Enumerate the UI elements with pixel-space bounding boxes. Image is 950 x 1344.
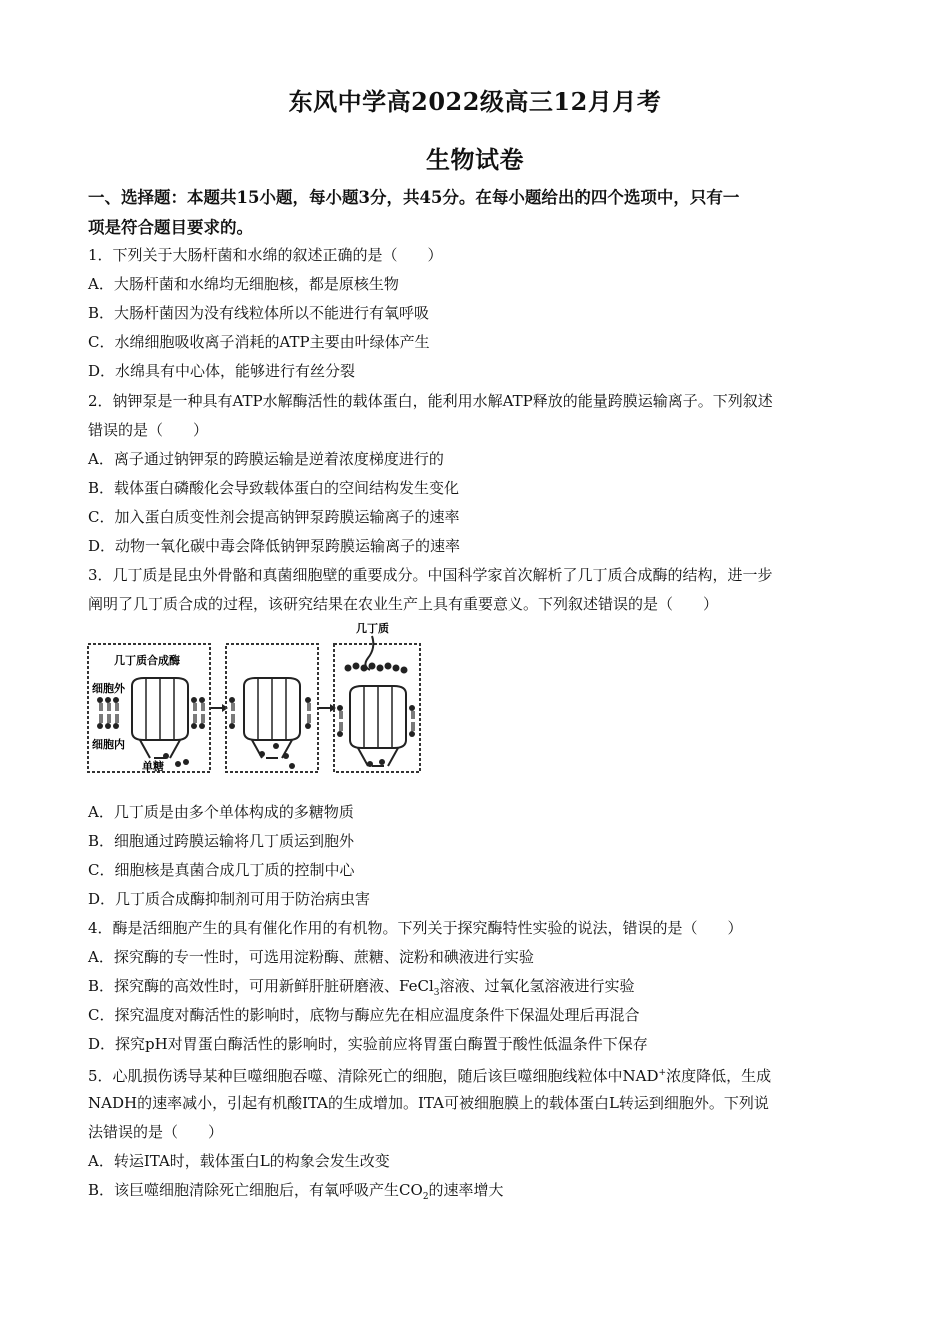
q5-stem-line3: 法错误的是（ ） bbox=[88, 1123, 224, 1141]
monomer-label: 单糖 bbox=[142, 760, 164, 773]
q4-option-b-pre: B．探究酶的高效性时，可用新鲜肝脏研磨液、FeCl bbox=[88, 977, 434, 995]
enzyme-label: 几丁质合成酶 bbox=[114, 654, 180, 667]
q2-option-d: D．动物一氧化碳中毒会降低钠钾泵跨膜运输离子的速率 bbox=[88, 537, 461, 555]
q3-stem-line1: 3．几丁质是昆虫外骨骼和真菌细胞壁的重要成分。中国科学家首次解析了几丁质合成酶的结构，进一步 bbox=[88, 566, 773, 584]
section-heading-line2: 项是符合题目要求的。 bbox=[88, 218, 253, 237]
q4-option-b-post: 溶液、过氧化氢溶液进行实验 bbox=[439, 977, 635, 995]
q5-stem-line1-pre: 5．心肌损伤诱导某种巨噬细胞吞噬、清除死亡的细胞，随后该巨噬细胞线粒体中NAD bbox=[88, 1067, 659, 1085]
q4-option-b-sub: 3 bbox=[433, 988, 440, 998]
q5-stem-line1 bbox=[88, 1063, 868, 1086]
chitin-label: 几丁质 bbox=[356, 622, 389, 635]
q5-option-b bbox=[88, 1180, 868, 1207]
q3-option-d: D．几丁质合成酶抑制剂可用于防治病虫害 bbox=[88, 890, 371, 908]
q5-option-a: A．转运ITA时，载体蛋白L的构象会发生改变 bbox=[88, 1152, 390, 1170]
section-heading bbox=[88, 183, 858, 243]
inside-label: 细胞内 bbox=[92, 738, 125, 751]
q5-stem-line2: NADH的速率减小，引起有机酸ITA的生成增加。ITA可被细胞膜上的载体蛋白L转运到细胞外。下列说 bbox=[88, 1094, 769, 1112]
q3-option-b: B．细胞通过跨膜运输将几丁质运到胞外 bbox=[88, 832, 355, 850]
q1-option-c: C．水绵细胞吸收离子消耗的ATP主要由叶绿体产生 bbox=[88, 333, 430, 351]
q1-option-b: B．大肠杆菌因为没有线粒体所以不能进行有氧呼吸 bbox=[88, 304, 430, 322]
q5-option-b-pre: B．该巨噬细胞清除死亡细胞后，有氧呼吸产生CO bbox=[88, 1181, 423, 1199]
exam-subtitle: 生物试卷 bbox=[426, 145, 524, 174]
q1-option-a: A．大肠杆菌和水绵均无细胞核，都是原核生物 bbox=[88, 275, 399, 293]
q5-stem-line1-sup: + bbox=[658, 1068, 667, 1078]
q4-stem: 4．酶是活细胞产生的具有催化作用的有机物。下列关于探究酶特性实验的说法，错误的是（ ） bbox=[88, 919, 743, 937]
q2-option-a: A．离子通过钠钾泵的跨膜运输是逆着浓度梯度进行的 bbox=[88, 450, 444, 468]
q4-option-d: D．探究pH对胃蛋白酶活性的影响时，实验前应将胃蛋白酶置于酸性低温条件下保存 bbox=[88, 1035, 648, 1053]
q1-option-d: D．水绵具有中心体，能够进行有丝分裂 bbox=[88, 362, 356, 380]
enzyme-shape-1 bbox=[132, 678, 188, 758]
enzyme-shape-3 bbox=[350, 686, 406, 766]
enzyme-shape-2 bbox=[244, 678, 300, 758]
q4-option-b bbox=[88, 976, 868, 1003]
q3-stem-line2: 阐明了几丁质合成的过程，该研究结果在农业生产上具有重要意义。下列叙述错误的是（ ） bbox=[88, 595, 719, 613]
q5-option-b-sub: 2 bbox=[422, 1192, 429, 1202]
q3-option-c: C．细胞核是真菌合成几丁质的控制中心 bbox=[88, 861, 355, 879]
chitin-synthase-figure bbox=[86, 618, 426, 778]
q2-stem-line1: 2．钠钾泵是一种具有ATP水解酶活性的载体蛋白，能利用水解ATP释放的能量跨膜运输离子。下列叙述 bbox=[88, 392, 773, 410]
q2-stem-line2: 错误的是（ ） bbox=[88, 421, 209, 439]
q2-option-c: C．加入蛋白质变性剂会提高钠钾泵跨膜运输离子的速率 bbox=[88, 508, 460, 526]
exam-title: 东风中学高2022级高三12月月考 bbox=[288, 87, 662, 116]
q5-stem-line1-post: 浓度降低，生成 bbox=[666, 1067, 772, 1085]
q4-option-c: C．探究温度对酶活性的影响时，底物与酶应先在相应温度条件下保温处理后再混合 bbox=[88, 1006, 640, 1024]
q1-stem: 1．下列关于大肠杆菌和水绵的叙述正确的是（ ） bbox=[88, 246, 443, 264]
chitin-chain bbox=[345, 663, 408, 674]
q4-option-a: A．探究酶的专一性时，可选用淀粉酶、蔗糖、淀粉和碘液进行实验 bbox=[88, 948, 534, 966]
section-heading-line1: 一、选择题：本题共15小题，每小题3分，共45分。在每小题给出的四个选项中，只有一 bbox=[88, 188, 740, 207]
q5-option-b-post: 的速率增大 bbox=[428, 1181, 504, 1199]
q2-option-b: B．载体蛋白磷酸化会导致载体蛋白的空间结构发生变化 bbox=[88, 479, 460, 497]
panel-3-border bbox=[334, 644, 420, 772]
q3-option-a: A．几丁质是由多个单体构成的多糖物质 bbox=[88, 803, 354, 821]
outside-label: 细胞外 bbox=[92, 682, 125, 695]
